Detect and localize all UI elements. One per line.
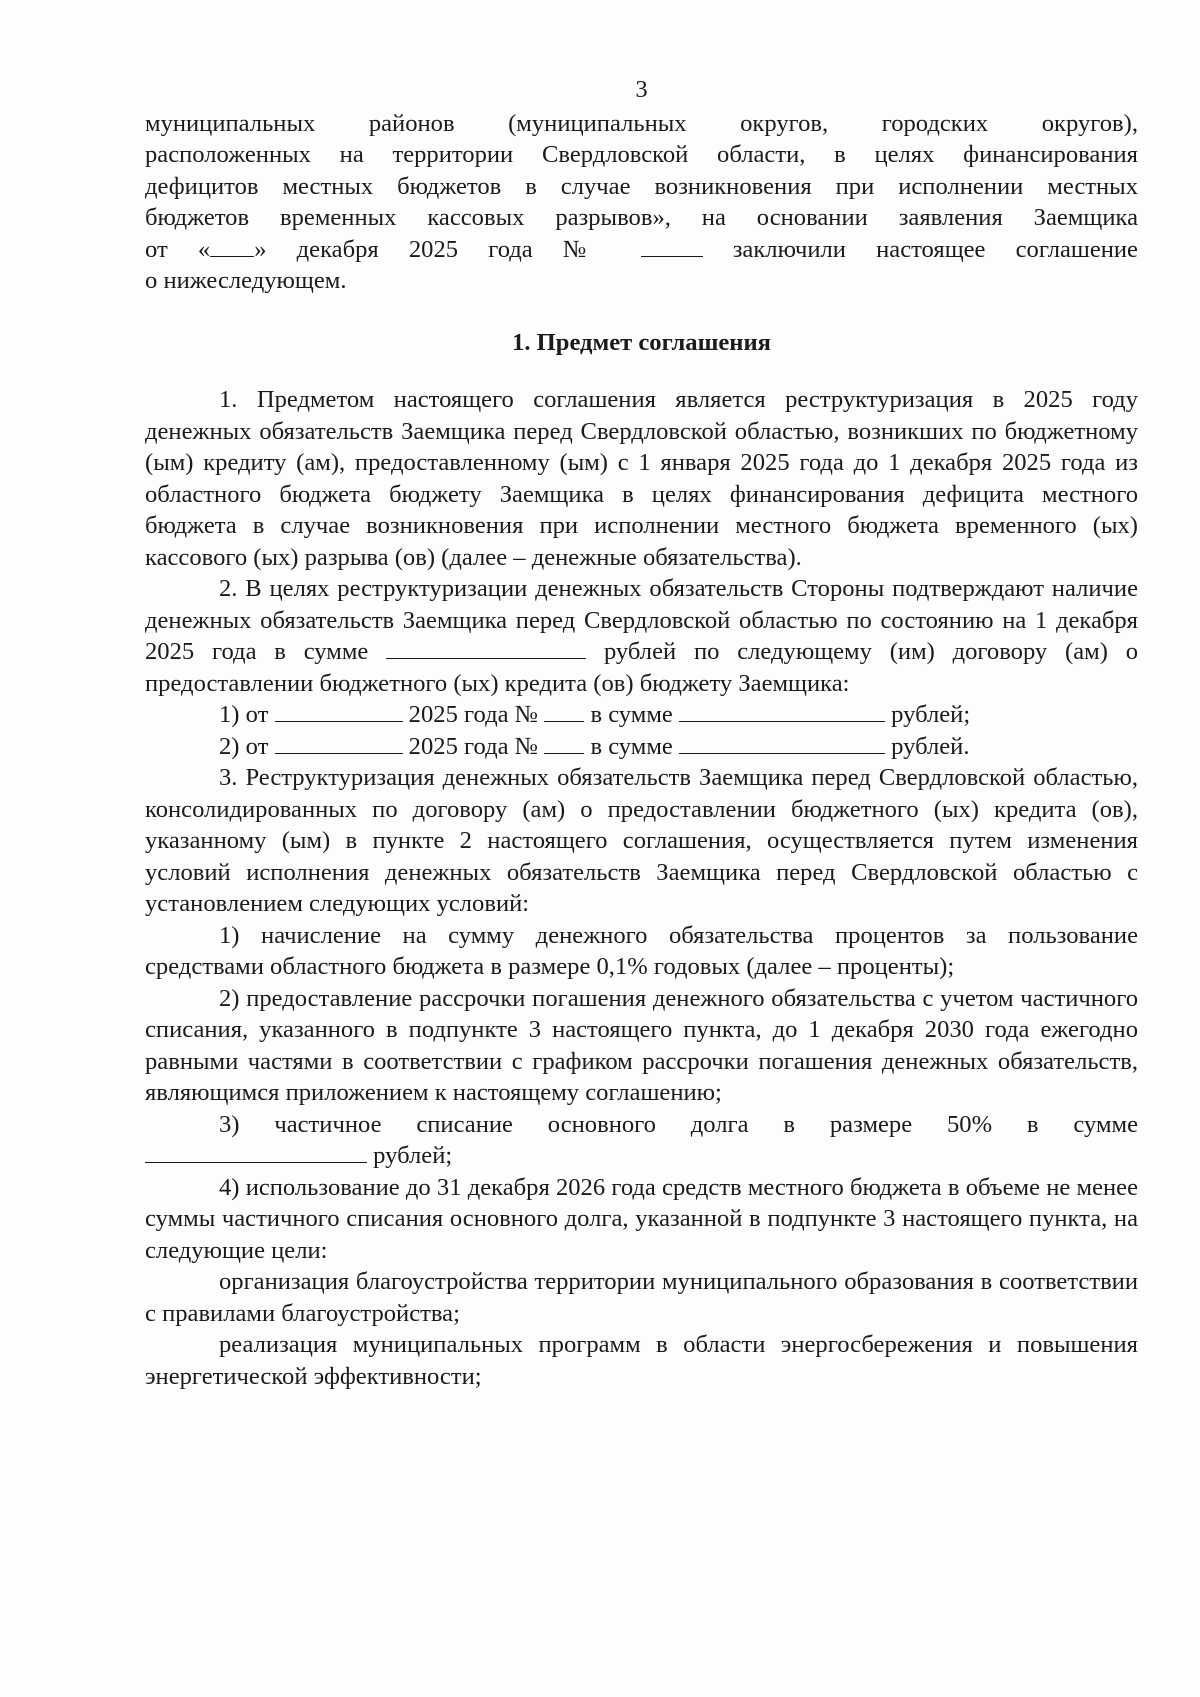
page-number: 3 bbox=[635, 76, 648, 103]
subclause-3-end: рублей; bbox=[373, 1142, 453, 1169]
intro-line-5 bbox=[145, 234, 1138, 266]
item-2-date-blank[interactable] bbox=[275, 731, 403, 754]
item-1-sum-blank[interactable] bbox=[679, 699, 885, 722]
subclause-1: 1) начисление на сумму денежного обязательства процентов за пользование средствами областного бюджета в размере 0,1% годовых (далее – проценты); bbox=[145, 921, 1138, 980]
item-1-date-blank[interactable] bbox=[275, 699, 403, 722]
item-1-end: рублей; bbox=[891, 701, 971, 728]
intro-line-4: бюджетов временных кассовых разрывов», на основании заявления Заемщика bbox=[145, 204, 1138, 231]
intro-line-3: дефицитов местных бюджетов в случае возникновения при исполнении местных bbox=[145, 172, 1138, 200]
agreement-item-1 bbox=[145, 699, 1138, 731]
item-1-sum-label: в сумме bbox=[590, 701, 673, 728]
day-blank[interactable] bbox=[210, 234, 254, 257]
clause-3: 3. Реструктуризация денежных обязательств Заемщика перед Свердловской областью, консолидированных по договору (ам) о предоставлении бюджетного (ых) кредита (ов), указанному (ым) в пункте 2 настоящего соглашения, осуществляется путем изменения условий исполнения денежных обязательств Заемщика перед Свердловской областью с установлением следующих условий: bbox=[145, 764, 1138, 917]
item-2-number-blank[interactable] bbox=[544, 731, 584, 754]
subclause-2: 2) предоставление рассрочки погашения денежного обязательства с учетом частичного списания, указанного в подпункте 3 настоящего пункта, до 1 декабря 2030 года ежегодно равными частями в соответствии с графиком рассрочки погашения денежных обязательств, являющимся приложением к настоящему соглашению; bbox=[145, 984, 1138, 1106]
clause-2-text-b: рублей по следующему (им) договору (ам) о предоставлении бюджетного (ых) кредита (ов) бюджету Заемщика: bbox=[145, 638, 1138, 697]
subclause-3: 3) частичное списание основного долга в размере 50% в сумме bbox=[219, 1110, 1138, 1138]
total-sum-blank[interactable] bbox=[386, 636, 586, 659]
item-2-sum-blank[interactable] bbox=[679, 731, 885, 754]
item-1-number-blank[interactable] bbox=[544, 699, 584, 722]
clause-2 bbox=[145, 573, 1138, 699]
item-2-end: рублей. bbox=[891, 732, 970, 760]
intro-line-6: о нижеследующем. bbox=[145, 267, 347, 294]
number-blank[interactable] bbox=[641, 234, 703, 257]
goal-2: реализация муниципальных программ в области энергосбережения и повышения энергетической эффективности; bbox=[145, 1331, 1138, 1390]
intro-date-prefix: от « bbox=[145, 235, 211, 263]
section-heading: 1. Предмет соглашения bbox=[512, 328, 771, 356]
item-2-year: 2025 года № bbox=[408, 732, 539, 760]
item-1-year: 2025 года № bbox=[408, 701, 539, 728]
intro-concluded: заключили настоящее соглашение bbox=[732, 235, 1138, 263]
agreement-item-2 bbox=[145, 731, 1138, 763]
subclause-4: 4) использование до 31 декабря 2026 года средств местного бюджета в объеме не менее суммы частичного списания основного долга, указанной в подпункте 3 настоящего пункта, на следующие цели: bbox=[145, 1173, 1138, 1264]
clause-2-text-a: 2. В целях реструктуризации денежных обязательств Стороны подтверждают наличие денежных обязательств Заемщика перед Свердловской областью по состоянию на 1 декабря 2025 года в сумме bbox=[145, 575, 1138, 665]
intro-date-suffix: » декабря 2025 года № bbox=[254, 235, 611, 263]
item-1-prefix: 1) от bbox=[219, 701, 269, 728]
write-off-sum-blank[interactable] bbox=[145, 1140, 367, 1163]
clause-1: 1. Предметом настоящего соглашения является реструктуризация в 2025 году денежных обязательств Заемщика перед Свердловской областью, возникших по бюджетному (ым) кредиту (ам), предоставленному (ым) с 1 января 2025 года до 1 декабря 2025 года из областного бюджета бюджету Заемщика в целях финансирования дефицита местного бюджета в случае возникновения при исполнении местного бюджета временного (ых) кассового (ых) разрыва (ов) (далее – денежные обязательства). bbox=[145, 386, 1138, 571]
goal-1: организация благоустройства территории муниципального образования в соответствии с правилами благоустройства; bbox=[145, 1268, 1138, 1327]
intro-line-2: расположенных на территории Свердловской области, в целях финансирования bbox=[145, 141, 1138, 168]
intro-line-1: муниципальных районов (муниципальных округов, городских округов), bbox=[145, 109, 1138, 137]
item-2-sum-label: в сумме bbox=[590, 732, 673, 760]
subclause-3-continued bbox=[145, 1140, 1138, 1172]
item-2-prefix: 2) от bbox=[219, 732, 269, 760]
